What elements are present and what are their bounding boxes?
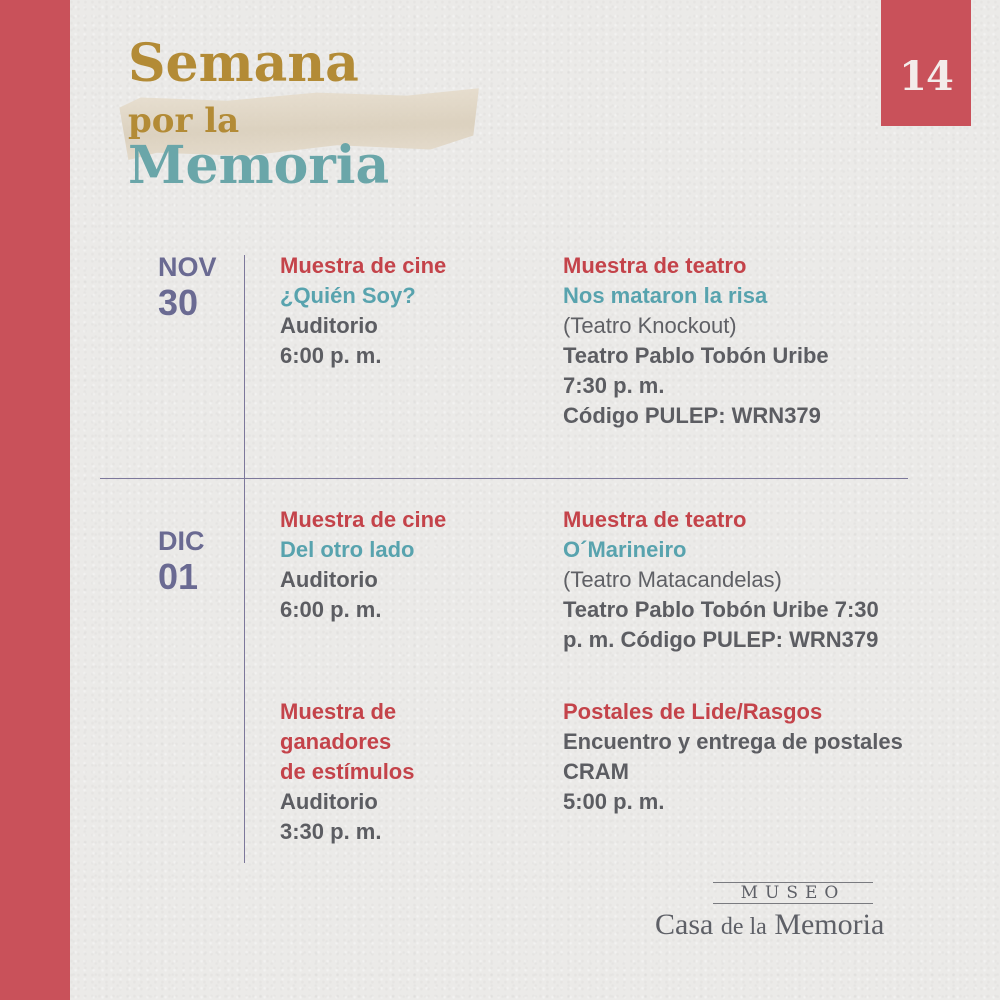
event-dic-teatro bbox=[563, 505, 879, 655]
event-category: Postales de Lide/Rasgos bbox=[563, 699, 823, 724]
event-code: Código PULEP: WRN379 bbox=[563, 403, 821, 428]
museo-label: MUSEO bbox=[713, 882, 873, 904]
event-time: 3:30 p. m. bbox=[280, 819, 382, 844]
semana-por-la-memoria-logo bbox=[120, 30, 500, 200]
horizontal-divider bbox=[100, 478, 908, 479]
event-category: Muestra de cine bbox=[280, 507, 447, 532]
memoria-word: Memoria bbox=[774, 908, 885, 941]
logo-word-memoria: Memoria bbox=[128, 135, 390, 196]
museo-casa-de-la-memoria-logo bbox=[655, 882, 955, 942]
de-la-word: de la bbox=[720, 914, 767, 940]
event-title: Del otro lado bbox=[280, 537, 415, 562]
event-title: Nos mataron la risa bbox=[563, 283, 768, 308]
date-day: 01 bbox=[158, 556, 199, 597]
casa-word: Casa bbox=[655, 908, 714, 941]
date-month: NOV bbox=[158, 252, 217, 282]
event-place: CRAM bbox=[563, 759, 629, 784]
event-nov-cine bbox=[280, 251, 446, 371]
event-place: Auditorio bbox=[280, 313, 378, 338]
event-place: Auditorio bbox=[280, 789, 378, 814]
event-place: Teatro Pablo Tobón Uribe bbox=[563, 343, 829, 368]
logo-word-por-la: por la bbox=[128, 101, 240, 141]
event-time: 7:30 p. m. bbox=[563, 373, 665, 398]
event-company: (Teatro Knockout) bbox=[563, 313, 737, 338]
event-nov-teatro bbox=[563, 251, 829, 431]
event-category: Muestra de teatro bbox=[563, 507, 747, 532]
event-category-line: de estímulos bbox=[280, 759, 415, 784]
left-red-band bbox=[0, 0, 70, 1000]
event-dic-postales bbox=[563, 697, 903, 817]
event-title: ¿Quién Soy? bbox=[280, 283, 416, 308]
date-dic-01 bbox=[158, 528, 205, 595]
event-time: 5:00 p. m. bbox=[563, 789, 665, 814]
page-number-badge bbox=[881, 0, 971, 126]
date-day: 30 bbox=[158, 282, 199, 323]
event-title: O´Marineiro bbox=[563, 537, 687, 562]
date-nov-30 bbox=[158, 254, 217, 321]
event-company: (Teatro Matacandelas) bbox=[563, 567, 782, 592]
event-category: Muestra de cine bbox=[280, 253, 447, 278]
casa-de-la-memoria-label bbox=[655, 908, 955, 942]
page-number: 14 bbox=[899, 53, 953, 100]
event-dic-cine bbox=[280, 505, 446, 625]
logo-word-semana: Semana bbox=[128, 33, 359, 94]
event-time: 6:00 p. m. bbox=[280, 343, 382, 368]
event-description: Encuentro y entrega de postales bbox=[563, 729, 903, 754]
event-category: Muestra de teatro bbox=[563, 253, 747, 278]
event-dic-ganadores bbox=[280, 697, 414, 847]
event-time: 6:00 p. m. bbox=[280, 597, 382, 622]
vertical-divider bbox=[244, 255, 245, 863]
event-place-time: Teatro Pablo Tobón Uribe 7:30 bbox=[563, 597, 879, 622]
event-category-line: ganadores bbox=[280, 729, 392, 754]
date-month: DIC bbox=[158, 526, 205, 556]
event-category-line: Muestra de bbox=[280, 699, 397, 724]
event-place: Auditorio bbox=[280, 567, 378, 592]
event-time-code: p. m. Código PULEP: WRN379 bbox=[563, 627, 879, 652]
